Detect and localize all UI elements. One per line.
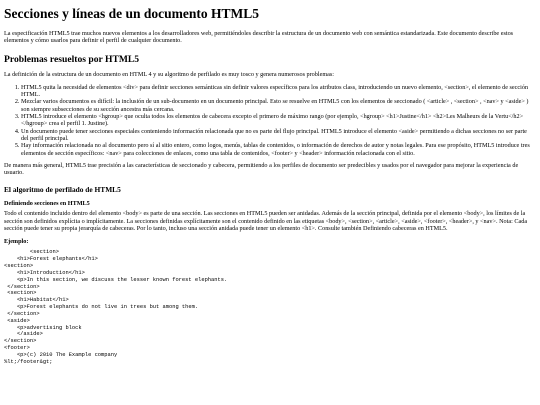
list-item: 5. Hay información relacionada no al documento pero sí al sitio entero, como logos, menús, tablas de contenidos, o información de derechos de autor y notas legales. Para ese propósito, HTML5 introduce tres elementos de sección específicos: <nav> para colecciones de enlaces, como una tabla de contenidos, <footer> y <header> información relacionada con el sitio. bbox=[21, 142, 536, 157]
sections-subheading: Definiendo secciones en HTML5 bbox=[4, 200, 90, 208]
list-item: 4. Un documento puede tener secciones especiales conteniendo información relacionada que no es parte del flujo principal. HTML5 introduce el elemento <aside> permitiendo a dichas secciones no ser parte del perfil principal. bbox=[21, 128, 536, 143]
problems-list bbox=[4, 84, 536, 157]
list-item: 1. HTML5 quita la necesidad de elementos <div> para definir secciones semánticas sin definir valores específicos para los atributos class, introduciendo un nuevo elemento, <section>, el elemento de sección HTML. bbox=[21, 84, 536, 99]
problems-summary: De manera más general, HTML5 trae precisión a las características de seccionado y cabecera, permitiendo a los perfiles de documento ser predecibles y usados por el navegador para mejorar la experiencia de usuario. bbox=[4, 161, 519, 177]
problems-heading: Problemas resueltos por HTML5 bbox=[4, 53, 140, 65]
intro-paragraph: La especificación HTML5 trae muchos nuevos elementos a los desarrolladores web, permitiéndoles describir la estructura de un documento web con semántica estandarizada. Este documento describe estos elementos y cómo usarlos para definir el perfil de cualquier documento. bbox=[4, 30, 514, 45]
problems-lead: La definición de la estructura de un documento en HTML 4 y su algoritmo de perfilado es muy tosco y genera numerosos problemas: bbox=[4, 70, 335, 78]
page-title: Secciones y líneas de un documento HTML5 bbox=[4, 6, 260, 21]
list-item: 3. HTML5 introduce el elemento <hgroup> que oculta todos los elementos de cabecera excepto el primero de máximo rango (por ejemplo, <hgroup> <h1>Justine</h1> <h2>Les Malheurs de la Vertu</h2> </hgroup> crea el perfil 1. Justine). bbox=[21, 113, 536, 128]
algorithm-heading: El algoritmo de perfilado de HTML5 bbox=[4, 185, 121, 195]
list-item: 2. Mezclar varios documentos es difícil: la inclusión de un sub-documento en un documento principal. Esto se resuelve en HTML5 con los elementos de seccionado ( <article> , <section> , <nav> y <aside> ) son siempre subsecciones de su sección ancestra más cercana. bbox=[21, 98, 536, 113]
example-label: Ejemplo: bbox=[4, 238, 29, 246]
sections-paragraph: Todo el contenido incluido dentro del elemento <body> es parte de una sección. Las secciones en HTML5 pueden ser anidadas. Además de la sección principal, definida por el elemento <body>, los límites de la sección son definidos explícita o implícitamente. La secciones definidas explícitamente son el contenido definido en las etiquetas <body>, <section>, <article>, <aside>, <footer>, <header>, y <nav>. Nota: Cada sección puede tener su propia jerarquía de cabeceras. Por lo tanto, incluso una sección anidada puede tener un elemento <h1>. Consulte también Definiendo cabeceras en HTML5. bbox=[4, 210, 528, 233]
code-example: <section> <h1>Forest elephants</h1> <section> <h1>Introduction</h1> <p>In this section, we discuss the lesser known forest elephants. </section> <section> <h1>Habitat</h1> <p>Forest elephants do not live in trees but among them. </section> <aside> <p>advertising block </aside> </section> <footer> <p>(c) 2010 The Example company %lt;/footer&gt; bbox=[4, 249, 228, 365]
